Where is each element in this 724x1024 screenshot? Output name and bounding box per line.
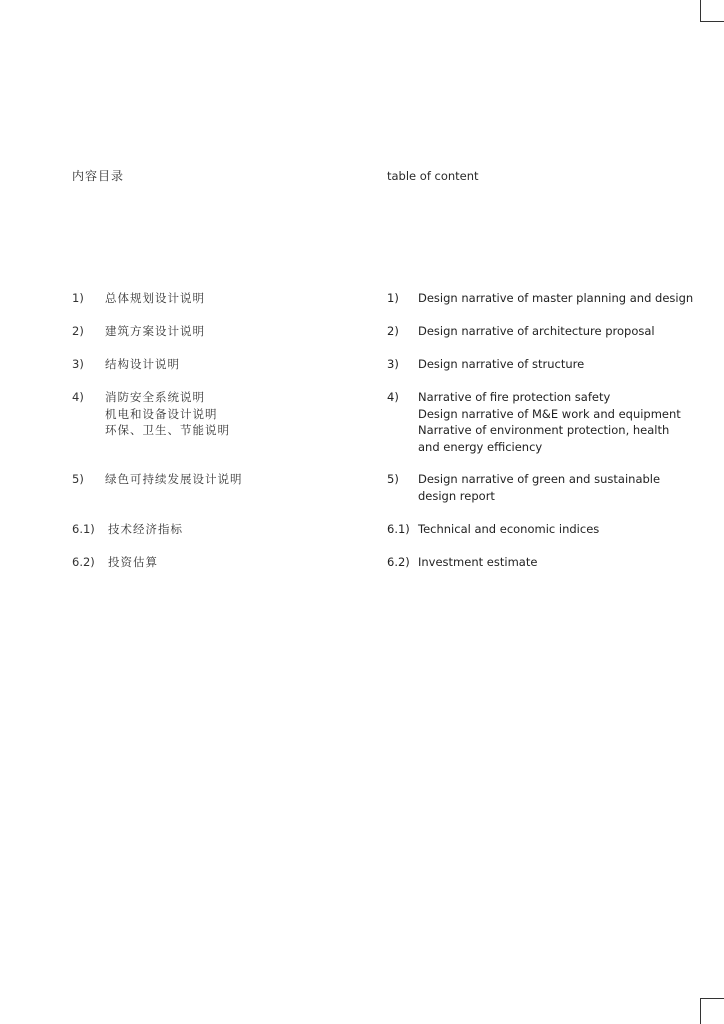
entry-line: 环保、卫生、节能说明 xyxy=(105,423,230,437)
entry-text xyxy=(105,356,180,373)
entry-number: 5) xyxy=(72,472,84,486)
entry-line: Technical and economic indices xyxy=(418,522,600,536)
entry-line: Narrative of fire protection safety xyxy=(418,390,611,404)
entry-number: 6.2) xyxy=(72,555,95,569)
entry-text xyxy=(108,521,183,538)
entry-text xyxy=(418,389,681,455)
entry-line: Narrative of environment protection, health xyxy=(418,423,670,437)
crop-mark-top xyxy=(700,0,724,22)
entry-line: Design narrative of master planning and design xyxy=(418,291,694,305)
entry-line: Design narrative of green and sustainable xyxy=(418,472,661,486)
entry-line: 建筑方案设计说明 xyxy=(105,324,205,338)
entry-line: 绿色可持续发展设计说明 xyxy=(105,472,243,486)
entry-number: 6.1) xyxy=(72,522,95,536)
entry-line: Design narrative of structure xyxy=(418,357,585,371)
entry-text xyxy=(418,554,537,571)
toc-heading-chinese: 内容目录 xyxy=(72,169,125,183)
entry-text xyxy=(418,356,584,373)
crop-mark-bottom xyxy=(700,998,724,1024)
entry-text xyxy=(105,471,243,488)
entry-line: 总体规划设计说明 xyxy=(105,291,205,305)
entry-number: 2) xyxy=(72,324,84,338)
entry-number: 6.1) xyxy=(387,522,410,536)
entry-number: 2) xyxy=(387,324,399,338)
entry-line: Design narrative of M&E work and equipment xyxy=(418,406,681,421)
entry-text xyxy=(418,290,693,307)
entry-text xyxy=(105,290,205,307)
entry-number: 6.2) xyxy=(387,555,410,569)
entry-number: 1) xyxy=(387,291,399,305)
entry-number: 5) xyxy=(387,472,399,486)
entry-number: 4) xyxy=(387,390,399,404)
entry-line: Design narrative of architecture proposal xyxy=(418,324,655,338)
entry-text xyxy=(418,521,599,538)
entry-line: design report xyxy=(418,488,495,503)
entry-line: 技术经济指标 xyxy=(108,522,183,536)
entry-line: 消防安全系统说明 xyxy=(105,390,205,404)
entry-text xyxy=(418,471,660,504)
entry-number: 3) xyxy=(72,357,84,371)
entry-number: 4) xyxy=(72,390,84,404)
entry-number: 3) xyxy=(387,357,399,371)
entry-text xyxy=(105,323,205,340)
entry-text xyxy=(105,389,230,439)
entry-line: and energy efficiency xyxy=(418,439,543,454)
entry-text xyxy=(108,554,158,571)
entry-number: 1) xyxy=(72,291,84,305)
entry-line: 机电和设备设计说明 xyxy=(105,406,218,421)
entry-text xyxy=(418,323,655,340)
toc-heading-english: table of content xyxy=(387,169,479,183)
entry-line: 结构设计说明 xyxy=(105,357,180,371)
entry-line: 投资估算 xyxy=(108,555,158,569)
entry-line: Investment estimate xyxy=(418,555,538,569)
